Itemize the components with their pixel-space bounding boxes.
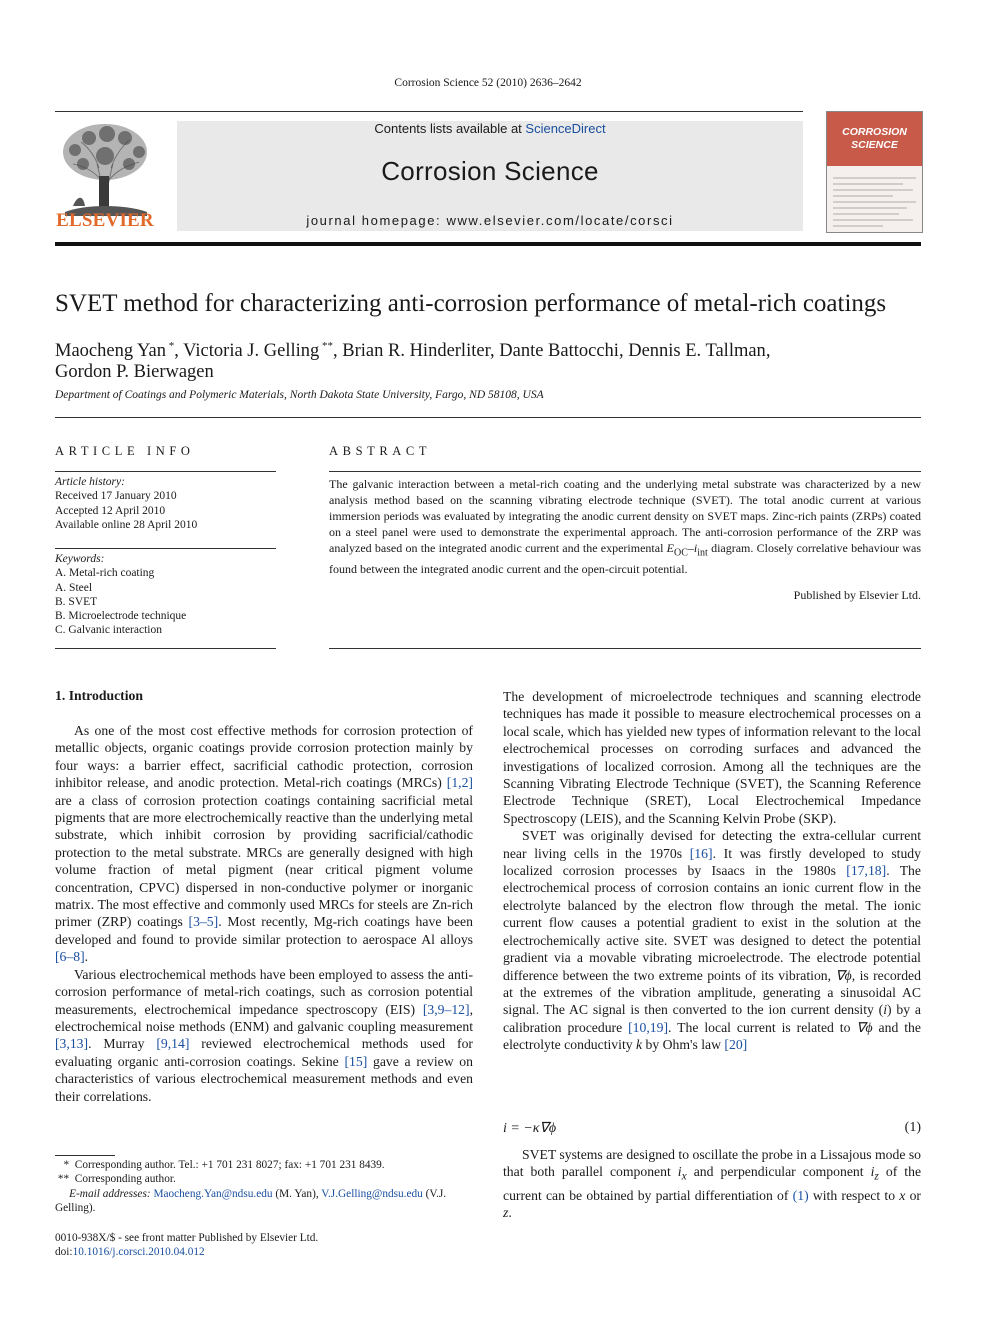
footnote-2 bbox=[55, 1172, 473, 1186]
citation-link[interactable]: [1,2] bbox=[446, 775, 473, 791]
cover-title-line2: SCIENCE bbox=[851, 139, 898, 151]
sciencedirect-link[interactable]: ScienceDirect bbox=[525, 121, 606, 136]
symbol: i bbox=[883, 1002, 888, 1018]
text: . The local current is related to bbox=[668, 1019, 857, 1035]
online-date: Available online 28 April 2010 bbox=[55, 518, 198, 531]
abstract-rule-top bbox=[329, 471, 921, 472]
text: and perpendicular component bbox=[686, 1164, 871, 1180]
email-link[interactable]: V.J.Gelling@ndsu.edu bbox=[321, 1187, 423, 1200]
symbol-i: i bbox=[693, 541, 698, 555]
text: or bbox=[905, 1187, 921, 1203]
text: SVET was originally devised for detecting the extra-cellular current near living cells in the 1970s bbox=[503, 828, 921, 861]
equation-link[interactable]: (1) bbox=[792, 1187, 809, 1203]
subscript-oc: OC bbox=[674, 547, 688, 559]
author-name: Victoria J. Gelling bbox=[183, 341, 320, 362]
symbol: x bbox=[899, 1187, 906, 1203]
text: , is recorded at the extremes of the vibration amplitude, generating a sinusoidal AC signal. The AC signal is then converted to the ion current density ( bbox=[503, 967, 921, 1018]
email-line bbox=[55, 1187, 473, 1216]
cover-title bbox=[827, 126, 922, 152]
citation-link[interactable]: [16] bbox=[689, 845, 713, 861]
cover-title-line1: CORROSION bbox=[842, 126, 907, 138]
title-block-rule bbox=[55, 417, 921, 418]
text: gave a review on characteristics of various electrochemical measurement methods and even their correlations. bbox=[55, 1053, 473, 1104]
email-owner: (V.J. Gelling). bbox=[55, 1187, 447, 1214]
keywords-block bbox=[55, 552, 276, 638]
abstract-text bbox=[329, 476, 921, 577]
journal-reference: Corrosion Science 52 (2010) 2636–2642 bbox=[394, 77, 582, 89]
symbol: i bbox=[870, 1164, 875, 1180]
journal-homepage[interactable]: journal homepage: www.elsevier.com/locate/corsci bbox=[306, 213, 674, 228]
keyword-item: B. Microelectrode technique bbox=[55, 610, 187, 623]
masthead-top-rule bbox=[55, 111, 803, 112]
paragraph bbox=[55, 722, 473, 966]
doi-line bbox=[55, 1245, 473, 1259]
body-right-column-continued bbox=[503, 1146, 921, 1221]
symbol: i bbox=[677, 1164, 682, 1180]
citation-link[interactable]: [15] bbox=[344, 1053, 368, 1069]
footnote-rule bbox=[55, 1155, 115, 1156]
citation-link[interactable]: [3,9–12] bbox=[422, 1001, 470, 1017]
keywords-label: Keywords: bbox=[55, 553, 105, 565]
journal-cover-thumbnail bbox=[826, 111, 923, 233]
citation-link[interactable]: [3,13] bbox=[55, 1036, 89, 1052]
history-label: Article history: bbox=[55, 476, 125, 488]
author-name: Dante Battocchi bbox=[499, 341, 619, 362]
text: ) by a calibration procedure bbox=[503, 1002, 921, 1035]
footnote-text: Corresponding author. bbox=[74, 1173, 176, 1186]
affiliation: Department of Coatings and Polymeric Materials, North Dakota State University, Fargo, ND 58108, USA bbox=[55, 389, 544, 401]
paragraph: The development of microelectrode techniques and scanning electrode techniques has made it possible to measure electrochemical processes on a local scale, which has yielded new types of information relevant to the local electrochemical processes on corroding surfaces and advanced the investigations of localized corrosion. Among all the techniques are the Scanning Vibrating Electrode Technique (SVET), the Scanning Reference Electrode Technique (SRET), Local Electrochemical Impedance Spectroscopy (LEIS), and the Scanning Kelvin Probe (SKP). bbox=[503, 689, 921, 826]
text: , electrochemical noise methods (ENM) and galvanic coupling measurement bbox=[55, 1001, 473, 1034]
paper-title: SVET method for characterizing anti-corrosion performance of metal-rich coatings bbox=[55, 290, 887, 317]
author-name: Brian R. Hinderliter bbox=[342, 341, 490, 362]
equation-text: i = −κ∇ϕ bbox=[503, 1121, 557, 1136]
article-history bbox=[55, 475, 276, 532]
symbol: k bbox=[636, 1037, 643, 1053]
text: with respect to bbox=[808, 1187, 900, 1203]
abstract-text-part: The galvanic interaction between a metal-rich coating and the underlying metal substrate was characterized by a new analysis method based on the scanning vibrating electrode technique (SVET). The total anodic current at various immersion periods was evaluated by integrating the anodic current density on SVET maps. Zinc-rich paints (ZRPs) coated on a steel panel were used to demonstrate the experimental approach. The anti-corrosion performance of the ZRP was analyzed based on the integrated anodic current and the experimental bbox=[329, 477, 921, 555]
footnotes bbox=[55, 1158, 473, 1215]
text: . It was firstly developed to study localized corrosion processes by Isaacs in the 1980s bbox=[503, 845, 921, 879]
citation-link[interactable]: [3–5] bbox=[188, 914, 219, 930]
keyword-item: A. Metal-rich coating bbox=[55, 567, 155, 580]
symbol-e: E bbox=[666, 541, 675, 555]
subscript: z bbox=[874, 1171, 879, 1184]
symbol: ∇ϕ bbox=[835, 967, 852, 983]
contents-prefix: Contents lists available at bbox=[374, 121, 526, 136]
citation-link[interactable]: [17,18] bbox=[846, 863, 887, 879]
dash: – bbox=[687, 541, 694, 555]
text: . bbox=[508, 1204, 512, 1220]
elsevier-wordmark: ELSEVIER bbox=[56, 210, 154, 231]
contents-line bbox=[177, 121, 803, 136]
text: . Most recently, Mg-rich coatings have been developed and found to provide similar protection to aerospace Al alloys bbox=[55, 914, 473, 947]
copyright-text: 0010-938X/$ - see front matter Published by Elsevier Ltd. bbox=[55, 1232, 319, 1244]
body-left-column bbox=[55, 722, 473, 1105]
journal-title: Corrosion Science bbox=[381, 156, 599, 186]
footnote-text: Corresponding author. Tel.: +1 701 231 8027; fax: +1 701 231 8439. bbox=[74, 1159, 385, 1171]
symbol: ∇ϕ bbox=[856, 1019, 873, 1035]
equation-number: (1) bbox=[904, 1120, 921, 1135]
author-name: Gordon P. Bierwagen bbox=[55, 362, 214, 383]
doi-prefix: doi: bbox=[55, 1246, 73, 1259]
abstract-heading: ABSTRACT bbox=[329, 444, 432, 458]
email-link[interactable]: Maocheng.Yan@ndsu.edu bbox=[153, 1187, 273, 1200]
section-heading-introduction: 1. Introduction bbox=[55, 688, 143, 703]
equation-1 bbox=[503, 1120, 921, 1137]
abstract-text-part: diagram. Closely correlative behaviour was found between the integrated anodic current and the open-circuit potential. bbox=[329, 541, 921, 577]
keyword-item: A. Steel bbox=[55, 581, 93, 594]
text: . The electrochemical process of corrosion contains an ionic current flow in the electrolyte balanced by the electron flow through the metal. The ionic current flow causes a potential gradient to exist in the solution at the electrochemically active site. SVET was designed to detect the potential gradient via a movable vibrating microelectrode. The electrode potential difference between the two extreme points of its vibration, bbox=[503, 863, 921, 983]
article-info-rule-top bbox=[55, 471, 276, 472]
citation-link[interactable]: [9,14] bbox=[156, 1036, 190, 1052]
paragraph bbox=[503, 1146, 921, 1221]
footnote-1 bbox=[55, 1158, 473, 1172]
author-list: Maocheng Yan *, Victoria J. Gelling **, Brian R. Hinderliter, Dante Battocchi, Dennis E. Tallman, Gordon P. Bierwagen bbox=[55, 340, 771, 383]
symbol: z bbox=[503, 1204, 509, 1220]
citation-link[interactable]: [20] bbox=[724, 1037, 748, 1053]
body-right-column bbox=[503, 688, 921, 1054]
author-mark[interactable]: * bbox=[166, 340, 175, 352]
footnote-mark: ** bbox=[57, 1173, 70, 1186]
text: . bbox=[84, 949, 89, 965]
accepted-date: Accepted 12 April 2010 bbox=[55, 504, 166, 517]
author-mark[interactable]: ** bbox=[319, 340, 333, 352]
doi-link[interactable]: 10.1016/j.corsci.2010.04.012 bbox=[72, 1246, 205, 1259]
paragraph bbox=[55, 966, 473, 1105]
text: and the electrolyte conductivity bbox=[503, 1019, 921, 1053]
article-info-rule-bottom bbox=[55, 648, 276, 649]
publisher-note: Published by Elsevier Ltd. bbox=[793, 588, 921, 602]
keyword-item: B. SVET bbox=[55, 595, 98, 608]
subscript-int: int bbox=[697, 547, 708, 559]
abstract-rule-bottom bbox=[329, 648, 921, 649]
text: As one of the most cost effective methods for corrosion protection of metallic objects, organic coatings provide corrosion protection mainly by four ways: a barrier effect, sacrificial cathodic protection, corrosion inhibitor release, and anodic protection. Metal-rich coatings (MRCs) bbox=[55, 723, 473, 791]
author-name: Maocheng Yan bbox=[55, 341, 166, 362]
paragraph bbox=[503, 827, 921, 1053]
cover-contents-lines-icon bbox=[833, 174, 916, 228]
article-info-rule-middle bbox=[55, 548, 276, 549]
text: of the current can be obtained by partial differentiation of bbox=[503, 1164, 922, 1203]
email-owner: (M. Yan), bbox=[272, 1187, 322, 1200]
footnote-mark: * bbox=[63, 1159, 70, 1171]
text: Various electrochemical methods have been employed to assess the anti-corrosion performance of metal-rich coatings, such as corrosion potential measurements, electrochemical impedance spectroscopy (EIS) bbox=[55, 966, 473, 1017]
text: SVET systems are designed to oscillate the probe in a Lissajous mode so that both parallel component bbox=[503, 1147, 921, 1180]
subscript: x bbox=[681, 1171, 687, 1184]
citation-link[interactable]: [6–8] bbox=[55, 949, 85, 965]
text: . Murray bbox=[88, 1036, 157, 1052]
masthead-bottom-rule bbox=[55, 242, 921, 246]
keyword-item: C. Galvanic interaction bbox=[55, 624, 162, 637]
copyright-block bbox=[55, 1231, 473, 1260]
text: reviewed electrochemical methods used for evaluating organic anti-corrosion coatings. Sekine bbox=[55, 1036, 473, 1069]
received-date: Received 17 January 2010 bbox=[55, 490, 177, 503]
text: are a class of corrosion protection coatings containing sacrificial metal pigments that are more electrochemically reactive than the underlying metal substrate, which inhibit corrosion by providing sacrificial/cathodic protection to the metal substrate. MRCs are generally designed with high volume fraction of metal pigment (near critical pigment volume concentration, CPVC) dispersed in non-conductive polymer or inorganic matrix. The most effective and commonly used MRCs for steels are Zn-rich primer (ZRP) coatings bbox=[55, 792, 473, 930]
text: by Ohm's law bbox=[642, 1037, 725, 1053]
article-info-heading: ARTICLE INFO bbox=[55, 444, 195, 458]
citation-link[interactable]: [10,19] bbox=[628, 1019, 669, 1035]
author-name: Dennis E. Tallman bbox=[628, 341, 766, 362]
email-label: E-mail addresses: bbox=[69, 1187, 151, 1200]
